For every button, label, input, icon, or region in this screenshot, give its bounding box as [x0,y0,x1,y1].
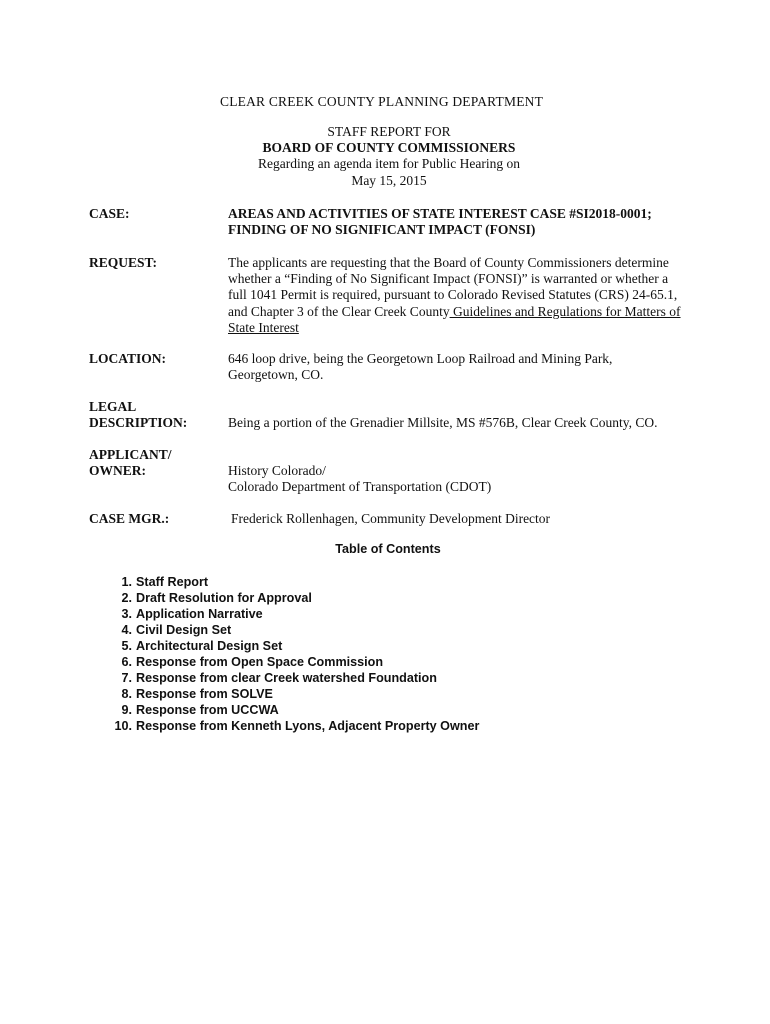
toc-item [110,606,479,622]
toc-item-number: 9. [121,703,132,717]
request-text: The applicants are requesting that the Board of County Commissioners determine whether a “Finding of No Significant Impact (FONSI)” is warranted or whether a full 1041 Permit is required, pursuant to Colorado Revised Statutes (CRS) 24-65.1, and Chapter 3 of the Clear Creek County [228,255,678,319]
toc-item [110,574,479,590]
toc-item-number: 4. [121,623,132,637]
guidelines-reference: Guidelines and Regulations for Matters of State Interest [228,303,681,335]
board-heading: BOARD OF COUNTY COMMISSIONERS [262,140,516,155]
applicant-line-1: History Colorado/ [228,463,326,478]
case-manager-value: Frederick Rollenhagen, Community Development Director [231,511,551,526]
case-line-1: AREAS AND ACTIVITIES OF STATE INTEREST CASE #SI2018-0001; [228,206,652,221]
toc-item-number: 8. [121,687,132,701]
toc-item-number: 2. [121,591,132,605]
location-label: LOCATION: [89,351,167,366]
applicant-label-2: OWNER: [89,463,146,478]
toc-item [110,638,479,654]
staff-report-for: STAFF REPORT FOR [327,124,451,139]
toc-item-number: 7. [121,671,132,685]
request-value [228,255,690,336]
toc-item [110,654,479,670]
request-label: REQUEST: [89,255,158,270]
applicant-value [228,463,698,495]
case-line-2: FINDING OF NO SIGNIFICANT IMPACT (FONSI) [228,222,536,238]
toc-item-label: Application Narrative [136,607,263,621]
toc-item [110,622,479,638]
toc-item-number: 1. [121,575,132,589]
toc-item-label: Response from UCCWA [136,703,279,717]
toc-item-number: 6. [121,655,132,669]
toc-title: Table of Contents [335,542,441,556]
case-manager-label: CASE MGR.: [89,511,170,526]
regarding-text: Regarding an agenda item for Public Hearing on [257,156,521,171]
toc-item [110,670,479,686]
toc-item-number: 3. [121,607,132,621]
toc-item [110,590,479,606]
toc-item-number: 5. [121,639,132,653]
toc-item-label: Response from Kenneth Lyons, Adjacent Property Owner [136,719,480,733]
toc-item-label: Response from clear Creek watershed Foundation [136,671,437,685]
applicant-line-2: Colorado Department of Transportation (CDOT) [228,479,492,495]
toc-item [110,686,479,702]
case-value [228,206,698,238]
department-heading: CLEAR CREEK COUNTY PLANNING DEPARTMENT [220,94,544,109]
applicant-label-1: APPLICANT/ [89,447,172,462]
toc-item [110,718,479,734]
toc-item-label: Staff Report [136,575,209,589]
legal-description: Being a portion of the Grenadier Millsite, MS #576B, Clear Creek County, CO. [228,415,658,430]
location-value [228,351,698,383]
toc-item-label: Architectural Design Set [136,639,283,653]
legal-label-2: DESCRIPTION: [89,415,188,430]
case-label: CASE: [89,206,130,221]
toc-item-label: Response from SOLVE [136,687,273,701]
hearing-date: May 15, 2015 [351,173,427,188]
toc-item-label: Draft Resolution for Approval [136,591,312,605]
toc-item-number: 10. [114,719,132,733]
toc-item-label: Civil Design Set [136,623,232,637]
location-line-2: Georgetown, CO. [228,367,324,383]
toc-item [110,702,479,718]
toc-item-label: Response from Open Space Commission [136,655,384,669]
toc-list [110,574,479,734]
location-line-1: 646 loop drive, being the Georgetown Loop Railroad and Mining Park, [228,351,613,366]
legal-label-1: LEGAL [89,399,137,414]
